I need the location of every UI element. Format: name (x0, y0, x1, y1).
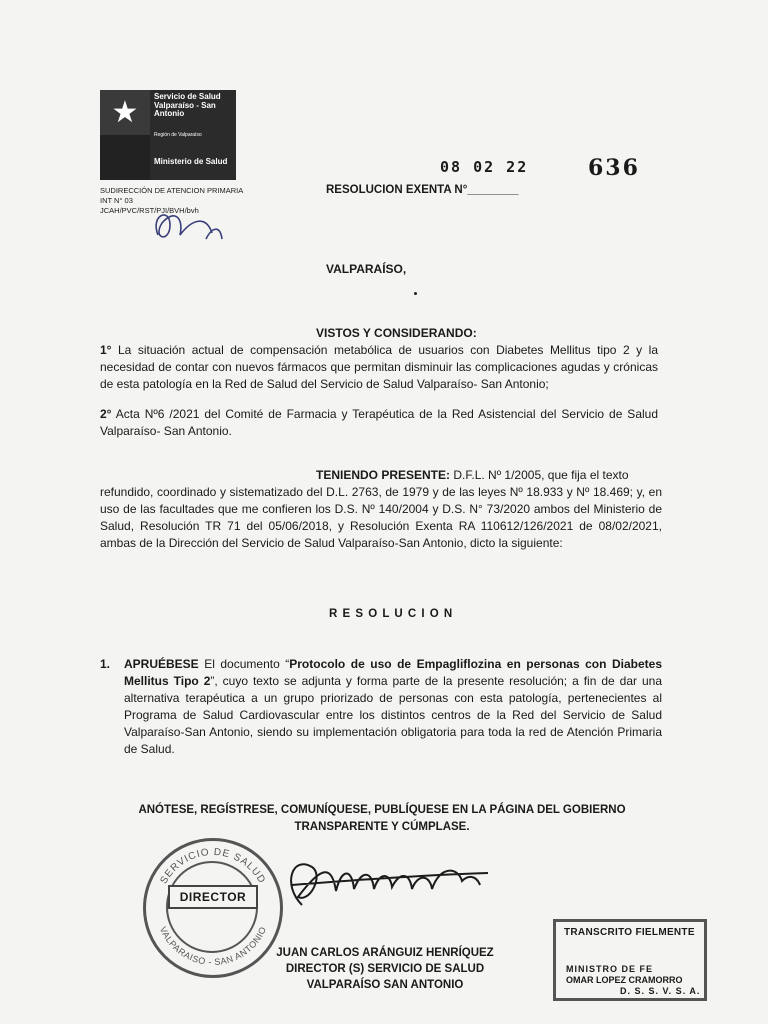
vistos-heading: VISTOS Y CONSIDERANDO: (316, 326, 477, 340)
item-number: 1. (100, 657, 111, 671)
internal-number: INT N° 03 (100, 196, 133, 205)
ink-dot (414, 292, 417, 295)
teniendo-body: refundido, coordinado y sistematizado del D.L. 2763, de 1979 y de las leyes Nº 18.933 y Nº 18.469; y, en uso de las facultades que me confieren los D.S. Nº 140/2004 y D.S. N° 73/2020 ambos del Ministerio de Salud, Resolución TR 71 del 05/06/2018, y Resolución Exenta RA 110612/126/2021 de 08/02/2021, ambas de la Dirección del Servicio de Salud Valparaíso-San Antonio, dicto la siguiente: (100, 485, 662, 550)
transcribed-title: TRANSCRITO FIELMENTE (564, 927, 695, 938)
date-stamp: 08 02 22 (440, 158, 529, 176)
subdirection-line: SUDIRECCIÓN DE ATENCION PRIMARIA (100, 186, 244, 195)
vistos-item-2: 2° Acta Nº6 /2021 del Comité de Farmacia y Terapéutica de la Red Asistencial del Servicio de Salud Valparaíso- San Antonio. (100, 407, 659, 438)
stamp-minister-line: MINISTRO DE FE (566, 964, 654, 974)
resolution-label: RESOLUCION EXENTA N°________ (326, 184, 519, 196)
signatory-name: JUAN CARLOS ARÁNGUIZ HENRÍQUEZ (276, 947, 494, 959)
place-date-line: VALPARAÍSO, (326, 262, 407, 276)
protocol-title: Protocolo de uso de Empagliflozina en personas con Diabetes Mellitus Tipo 2 (124, 657, 662, 688)
closing-statement: ANÓTESE, REGÍSTRESE, COMUNÍQUESE, PUBLÍQUESE EN LA PÁGINA DEL GOBIERNO TRANSPARENTE Y CÚMPLASE. (138, 804, 626, 833)
initials-scribble (140, 205, 230, 250)
resolution-number: 636 (588, 155, 640, 181)
svg-text:SERVICIO DE SALUD: SERVICIO DE SALUD (158, 846, 268, 886)
stamp-dept-line: D. S. S. V. S. A. (620, 986, 701, 996)
stamp-name-line: OMAR LOPEZ CRAMORRO (566, 975, 683, 985)
signatory-title: DIRECTOR (S) SERVICIO DE SALUD (285, 963, 485, 975)
resolucion-heading: R E S O L U C I O N (329, 608, 454, 620)
handwritten-signature (262, 845, 502, 920)
signatory-place: VALPARAÍSO SAN ANTONIO (306, 979, 464, 991)
svg-text:VALPARAISO - SAN ANTONIO: VALPARAISO - SAN ANTONIO (157, 925, 269, 968)
teniendo-first-line: TENIENDO PRESENTE: D.F.L. Nº 1/2005, que fija el texto (316, 468, 629, 482)
logo-region: Región de Valparaíso (154, 132, 202, 138)
resolucion-item-1: APRUÉBESE El documento “Protocolo de uso de Empagliflozina en personas con Diabetes Mellitus Tipo 2”, cuyo texto se adjunta y forma parte de la presente resolución; a fin de dar una alternativa terapéutica a un grupo priorizado de personas con esta patología, pertenecientes al Programa de Salud Cardiovascular entre los distintos centros de la Red del Servicio de Salud Valparaíso-San Antonio, siendo su implementación obligatoria para toda la red de Atención Primaria de Salud. (124, 657, 662, 756)
logo-service-name: Servicio de Salud Valparaíso - San Antonio (154, 92, 221, 118)
vistos-item-1: 1° La situación actual de compensación metabólica de usuarios con Diabetes Mellitus tipo 2 y la necesidad de contar con nuevos fármacos que permitan disminuir las complicaciones agudas y crónicas de esta patología en la Red de Salud del Servicio de Salud Valparaíso- San Antonio; (100, 343, 658, 391)
initials-line: JCAH/PVC/RST/PJI/BVH/bvh (100, 206, 199, 215)
star-emblem-icon: ★ (111, 96, 139, 129)
stamp-director-label: DIRECTOR (168, 885, 258, 909)
institution-logo (100, 90, 236, 180)
signatory-block (250, 945, 520, 993)
transcribed-stamp (553, 919, 707, 1001)
logo-ministry: Ministerio de Salud (154, 157, 228, 166)
